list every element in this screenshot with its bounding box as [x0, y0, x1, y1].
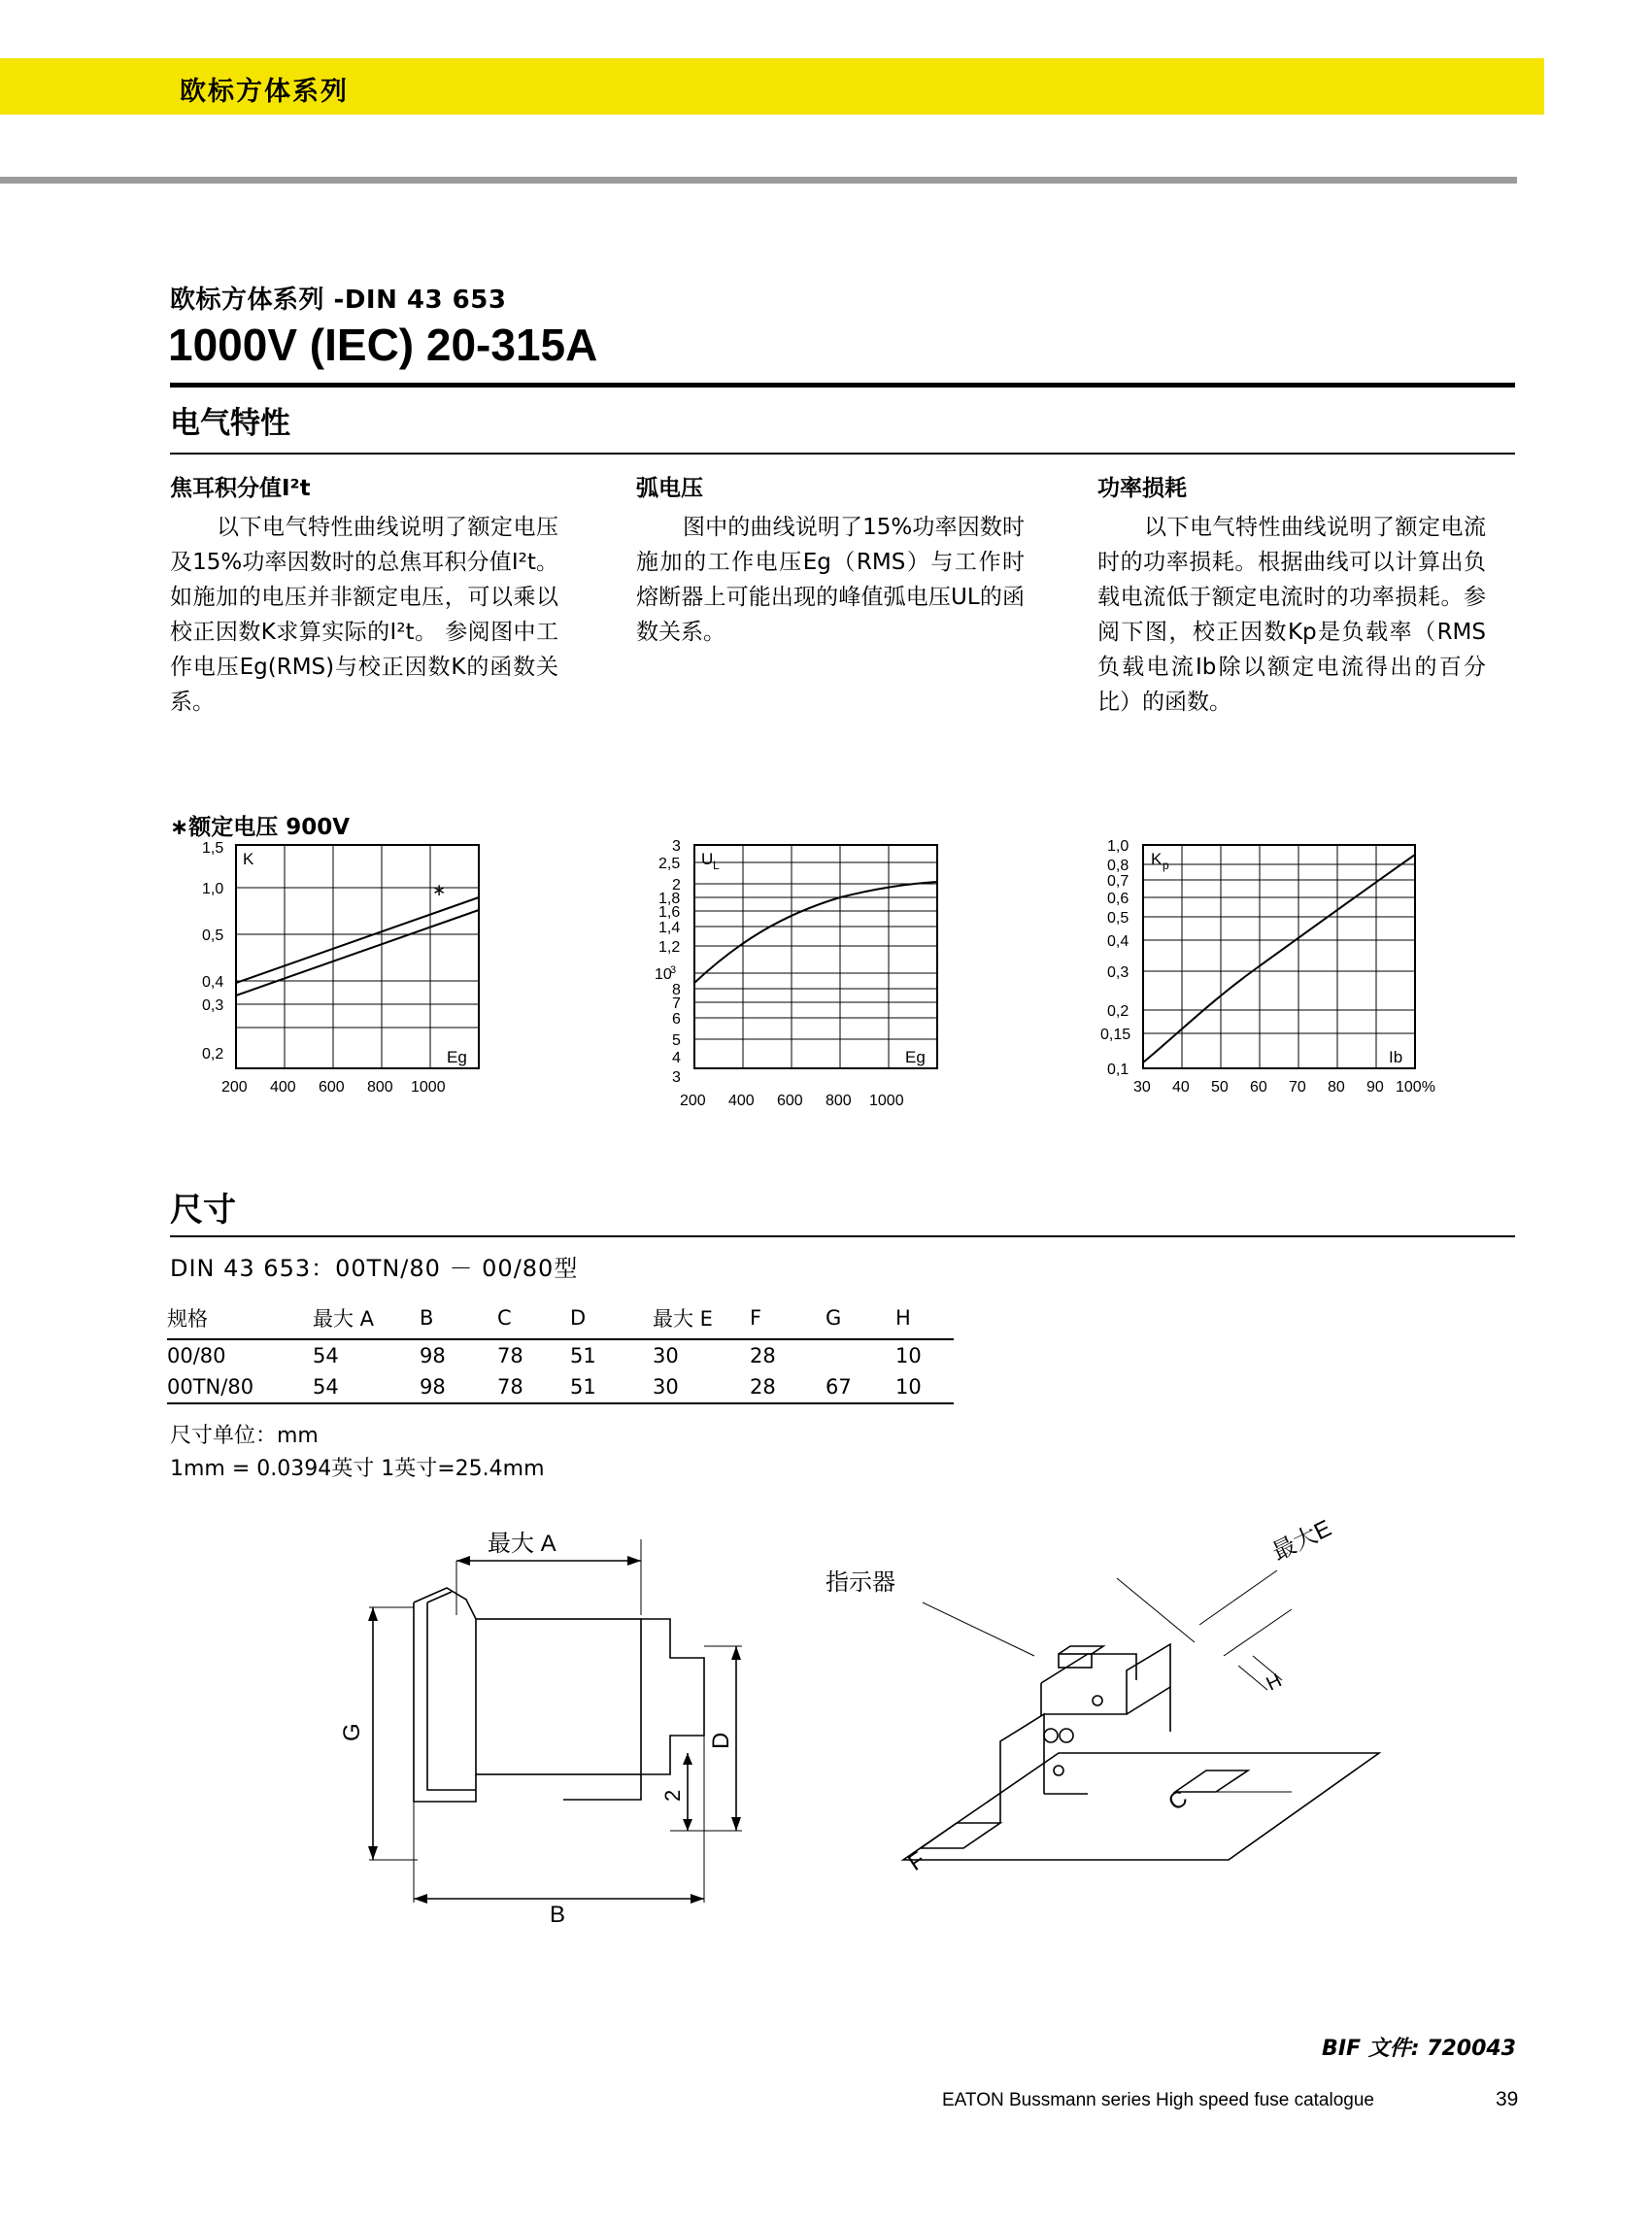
- drawing-label-indicator: 指示器: [826, 1569, 895, 1596]
- svg-text:5: 5: [672, 1032, 681, 1049]
- col-header-e: 最大 E: [653, 1299, 750, 1339]
- col-header-b: B: [420, 1299, 497, 1339]
- svg-text:0,2: 0,2: [202, 1046, 224, 1062]
- dimensions-rule: [170, 1235, 1515, 1237]
- svg-text:0,3: 0,3: [202, 997, 224, 1014]
- column-i2t: [170, 470, 558, 720]
- column-body: 以下电气特性曲线说明了额定电压及15%功率因数时的总焦耳积分值I²t。如施加的电压并非额定电压，可以乘以校正因数K求算实际的I²t。 参阅图中工作电压Eg(RMS)与校正因数K的函数关系。: [170, 515, 558, 715]
- chart-power-factor-kp: [1083, 837, 1471, 1133]
- svg-text:3: 3: [670, 964, 677, 976]
- svg-text:100%: 100%: [1396, 1079, 1435, 1096]
- dimensions-table: [167, 1299, 954, 1404]
- cell-h: 10: [895, 1371, 954, 1403]
- col-header-g: G: [826, 1299, 895, 1339]
- svg-text:1000: 1000: [411, 1079, 446, 1096]
- cell-a: 54: [313, 1371, 420, 1403]
- svg-text:50: 50: [1211, 1079, 1229, 1096]
- svg-text:Eg: Eg: [905, 1048, 926, 1066]
- cell-f: 28: [750, 1344, 776, 1367]
- cell-spec: 00/80: [167, 1344, 226, 1367]
- svg-text:p: p: [1163, 859, 1169, 872]
- svg-text:7: 7: [672, 995, 681, 1012]
- title-rule: [170, 383, 1515, 388]
- svg-text:1,8: 1,8: [658, 891, 681, 907]
- drawing-label-a: 最大 A: [488, 1531, 556, 1557]
- drawing-label-2: 2: [660, 1789, 685, 1802]
- cell-g: 67: [826, 1371, 895, 1403]
- col-header-a: 最大 A: [313, 1299, 420, 1339]
- svg-text:1,0: 1,0: [202, 881, 224, 897]
- din-standard-line: DIN 43 653：00TN/80 － 00/80型: [170, 1255, 579, 1282]
- svg-text:40: 40: [1172, 1079, 1190, 1096]
- svg-text:4: 4: [672, 1050, 681, 1066]
- cell-g: [826, 1339, 895, 1371]
- svg-text:0,8: 0,8: [1107, 858, 1129, 874]
- chart-arc-voltage-ul: [622, 837, 1010, 1133]
- svg-text:1,6: 1,6: [658, 904, 681, 921]
- drawing-label-h: H: [1263, 1670, 1286, 1696]
- col-header-h: H: [895, 1299, 954, 1339]
- drawing-label-f: F: [903, 1846, 930, 1876]
- svg-text:K: K: [1151, 850, 1163, 868]
- cell-c: 78: [497, 1371, 570, 1403]
- svg-text:80: 80: [1328, 1079, 1345, 1096]
- unit-notes: [170, 1420, 545, 1486]
- page-number: 39: [1496, 2088, 1519, 2110]
- svg-text:0,4: 0,4: [202, 974, 224, 991]
- svg-text:1000: 1000: [869, 1093, 904, 1109]
- svg-text:70: 70: [1289, 1079, 1306, 1096]
- table-row: [167, 1371, 954, 1403]
- cell-f: 28: [750, 1371, 826, 1403]
- cell-d: 51: [570, 1344, 596, 1367]
- column-heading: 弧电压: [636, 476, 703, 501]
- svg-text:200: 200: [221, 1079, 248, 1096]
- svg-text:1,2: 1,2: [658, 939, 681, 956]
- svg-text:0,3: 0,3: [1107, 964, 1129, 981]
- table-header-row: [167, 1299, 954, 1339]
- drawing-label-d: D: [708, 1732, 734, 1749]
- svg-text:60: 60: [1250, 1079, 1267, 1096]
- svg-text:0,4: 0,4: [1107, 933, 1129, 950]
- cell-c: 78: [497, 1344, 523, 1367]
- svg-text:0,1: 0,1: [1107, 1062, 1129, 1078]
- section-heading-dimensions: 尺寸: [170, 1191, 236, 1230]
- svg-text:L: L: [713, 859, 720, 872]
- svg-text:∗: ∗: [432, 881, 447, 899]
- chart-correction-factor-k: [163, 837, 552, 1133]
- column-heading: 焦耳积分值I²t: [170, 476, 311, 501]
- svg-text:10: 10: [655, 966, 672, 983]
- col-header-c: C: [497, 1299, 570, 1339]
- svg-text:Eg: Eg: [447, 1048, 467, 1066]
- svg-text:0,2: 0,2: [1107, 1003, 1129, 1020]
- svg-text:0,5: 0,5: [202, 928, 224, 944]
- page-subtitle: 欧标方体系列 -DIN 43 653: [170, 286, 507, 315]
- col-header-f: F: [750, 1299, 826, 1339]
- cell-d: 51: [570, 1371, 653, 1403]
- svg-text:200: 200: [680, 1093, 706, 1109]
- unit-note-mm: 尺寸单位：mm: [170, 1424, 319, 1448]
- svg-text:800: 800: [826, 1093, 852, 1109]
- svg-text:800: 800: [367, 1079, 393, 1096]
- svg-text:U: U: [701, 850, 714, 868]
- cell-e: 30: [653, 1371, 750, 1403]
- header-yellow-band: [0, 58, 1544, 115]
- svg-text:2,5: 2,5: [658, 856, 681, 872]
- svg-text:600: 600: [319, 1079, 345, 1096]
- fuse-technical-drawing: [320, 1510, 1486, 1981]
- column-body: 以下电气特性曲线说明了额定电流时的功率损耗。根据曲线可以计算出负载电流低于额定电流时的功率损耗。参阅下图，校正因数Kp是负载率（RMS负载电流Ib除以额定电流得出的百分比）的函数。: [1097, 515, 1486, 715]
- svg-text:0,6: 0,6: [1107, 891, 1129, 907]
- page-title: 1000V (IEC) 20-315A: [168, 320, 598, 370]
- svg-text:0,7: 0,7: [1107, 873, 1129, 890]
- footer-catalogue-name: EATON Bussmann series High speed fuse catalogue: [942, 2090, 1374, 2110]
- column-power-loss: [1097, 470, 1486, 720]
- cell-b: 98: [420, 1344, 446, 1367]
- cell-b: 98: [420, 1371, 497, 1403]
- svg-text:30: 30: [1133, 1079, 1151, 1096]
- svg-text:400: 400: [270, 1079, 296, 1096]
- table-row: [167, 1339, 954, 1371]
- svg-text:Ib: Ib: [1389, 1048, 1403, 1066]
- svg-text:400: 400: [728, 1093, 755, 1109]
- svg-text:1,0: 1,0: [1107, 838, 1129, 855]
- svg-text:600: 600: [777, 1093, 803, 1109]
- cell-a: 54: [313, 1344, 339, 1367]
- column-arc-voltage: [636, 470, 1025, 650]
- drawing-label-c: C: [1163, 1784, 1193, 1816]
- svg-text:3: 3: [672, 1069, 681, 1086]
- col-header-d: D: [570, 1299, 653, 1339]
- electrical-rule: [170, 453, 1515, 455]
- svg-text:1,4: 1,4: [658, 920, 681, 936]
- drawing-label-b: B: [550, 1902, 566, 1928]
- drawing-label-g: G: [339, 1723, 365, 1741]
- col-header-spec: 规格: [167, 1299, 313, 1339]
- svg-text:1,5: 1,5: [202, 840, 224, 857]
- header-gray-rule: [0, 177, 1517, 184]
- column-body: 图中的曲线说明了15%功率因数时施加的工作电压Eg（RMS）与工作时熔断器上可能出现的峰值弧电压UL的函数关系。: [636, 515, 1025, 645]
- unit-note-conversion: 1mm = 0.0394英寸 1英寸=25.4mm: [170, 1457, 545, 1481]
- cell-h: 10: [895, 1344, 922, 1367]
- rated-voltage-note: ∗额定电压 900V: [170, 815, 351, 840]
- svg-text:3: 3: [672, 838, 681, 855]
- svg-text:0,15: 0,15: [1100, 1027, 1131, 1043]
- svg-text:8: 8: [672, 982, 681, 998]
- section-heading-electrical: 电气特性: [170, 406, 290, 441]
- header-series-title: 欧标方体系列: [180, 77, 349, 107]
- svg-text:0,5: 0,5: [1107, 910, 1129, 927]
- drawing-label-e: 最大E: [1267, 1515, 1336, 1567]
- svg-text:90: 90: [1366, 1079, 1384, 1096]
- svg-text:6: 6: [672, 1011, 681, 1028]
- svg-text:K: K: [243, 850, 254, 868]
- bif-document-number: BIF 文件: 720043: [1322, 2037, 1516, 2061]
- column-heading: 功率损耗: [1097, 476, 1187, 501]
- svg-text:2: 2: [672, 877, 681, 894]
- cell-spec: 00TN/80: [167, 1371, 313, 1403]
- cell-e: 30: [653, 1344, 679, 1367]
